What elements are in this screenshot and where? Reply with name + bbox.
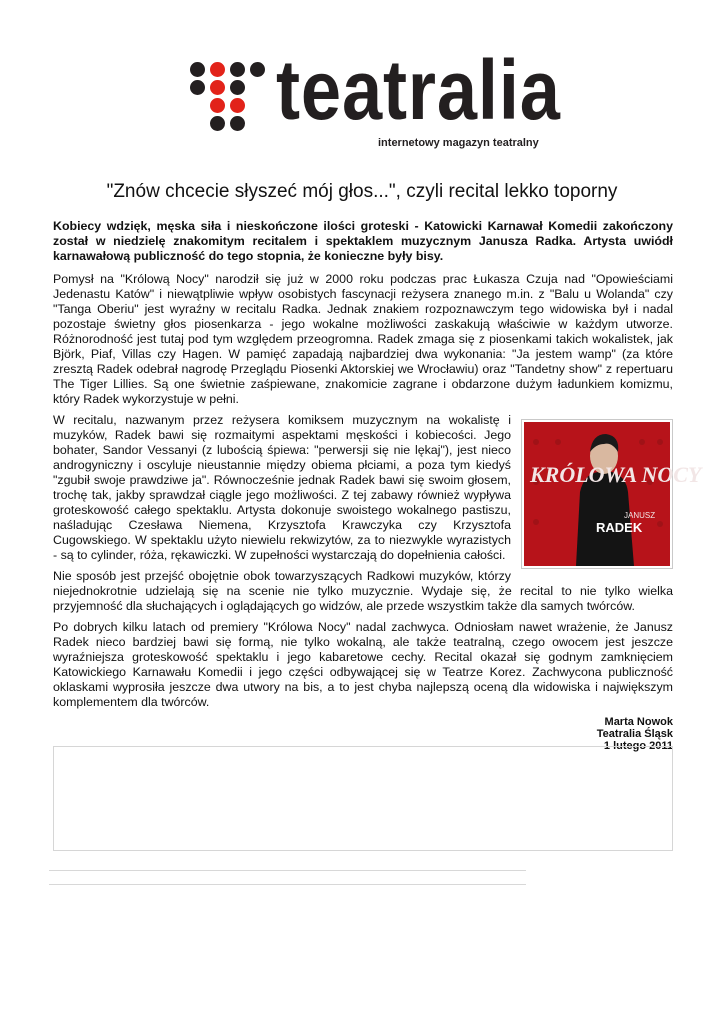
divider-line [49,884,526,885]
album-cover-art [524,422,702,566]
article-title: "Znów chcecie słyszeć mój głos...", czyli recital lekko toporny [106,181,618,202]
article-paragraph-1: Pomysł na "Królową Nocy" narodził się już w 2000 roku podczas prac Łukasza Czuja nad "Opowieściami Jedenastu Katów" i niewątpliwie wpływ osobistych fascynacji reżysera znanego m.in. z "Balu u Wolanda" czy "Tanga Oberiu" jest wyraźny w recitalu Radka. Jednak znakiem rozpoznawczym tego widowiska był i nadal pozostaje świetny głos piosenkarza - jego wokalne możliwości zaskakują właściwie w każdym utworze. Różnorodność jest tutaj pod tym względem przeogromna. Radek zmaga się z piosenkami takich wokalistek, jak Björk, Piaf, Villas czy Hagen. W pamięć zapadają najbardziej dwa wykonania: "Ja jestem wamp" (za które zresztą Radek odebrał nagrodę Przeglądu Piosenki Aktorskiej we Wrocławiu) oraz "Tandetny show" z repertuaru The Tiger Lillies. Są one świetnie zaśpiewane, znakomicie zagrane i obdarzone dużym ładunkiem komizmu, który Radek wykorzystuje w pełni. [53,272,673,406]
teatralia-logo[interactable] [190,43,561,154]
cover-artist-last: RADEK [596,520,643,535]
article-lead: Kobiecy wdzięk, męska siła i nieskończone ilości groteski - Katowicki Karnawał Komedii zakończony został w niedzielę znakomitym recitalem i spektaklem muzycznym Janusza Radka. Artysta uwiódł karnawałową publiczność do tego stopnia, że konieczne były bisy. [53,219,673,263]
cover-artist-first: JANUSZ [624,511,656,520]
album-cover-image [521,419,702,569]
article-body [53,219,702,752]
article-paragraph-4: Po dobrych kilku latach od premiery "Królowa Nocy" nadal zachwyca. Odniosłam nawet wrażenie, że Janusz Radek nieco bardziej bawi się formą, nie tylko wokalną, ale także teatralną, czego owocem jest jeszcze wyraźniejsza groteskowość spektaklu i jego kabaretowe cechy. Recital okazał się godnym zamknięciem Katowickiego Karnawału Komedii i jego części odbywającej się w Teatrze Korez. Zachwycona publiczność oklaskami wyprosiła jeszcze dwa utwory na bis, a to jest chyba najlepszą oceną dla widowiska i największym komplementem dla twórców. [53,620,673,709]
signature-date: 1 lutego 2011 [603,740,673,752]
article-paragraph-2: W recitalu, nazwanym przez reżysera komiksem muzycznym na wokalistę i muzyków, Radek bawi się rozmaitymi aspektami męskości i kobiecości. Jego bohater, Sandor Vessanyi (z lubością śpiewa: "perwersji się nie lękaj"), jest nieco androgyniczny i oscyluje nieustannie między obiema płciami, a poza tym kiedyś "zgubił swoje prawdziwe ja". Równocześnie jednak Radek bawi się swoim głosem, trochę tak, jakby sprawdzał ciągle jego możliwości. Z tej zabawy również wypływa groteskowość całego spektaklu. Artysta dokonuje swoistego wokalnego pastiszu, naśladując Czesława Niemena, Krzysztofa Krawczyka czy Krzysztofa Cugowskiego. W spektaklu użyto niewielu rekwizytów, za to niezwykle wyrazistych - są to cylinder, róża, rękawiczki. W zupełności wystarczają do dopełnienia całości. [53,413,511,562]
logo-dots-icon [190,62,266,132]
divider-line [49,870,526,871]
article-paragraph-3: Nie sposób jest przejść obojętnie obok towarzyszących Radkowi muzyków, którzy niejednokrotnie udzielają się na scenie nie tylko muzycznie. Wydaje się, że recital to nie tylko wielka przyjemność dla słuchających i oglądających go widzów, ale przede wszystkim także dla samych twórców. [53,569,673,613]
logo-wordmark: teatralia [276,43,561,137]
signature-author: Marta Nowok [604,716,673,728]
logo-tagline: internetowy magazyn teatralny [378,137,539,149]
cover-title-text: KRÓLOWA NOCY [530,462,702,487]
empty-content-box [53,746,673,851]
signature-outlet: Teatralia Śląsk [596,728,673,740]
